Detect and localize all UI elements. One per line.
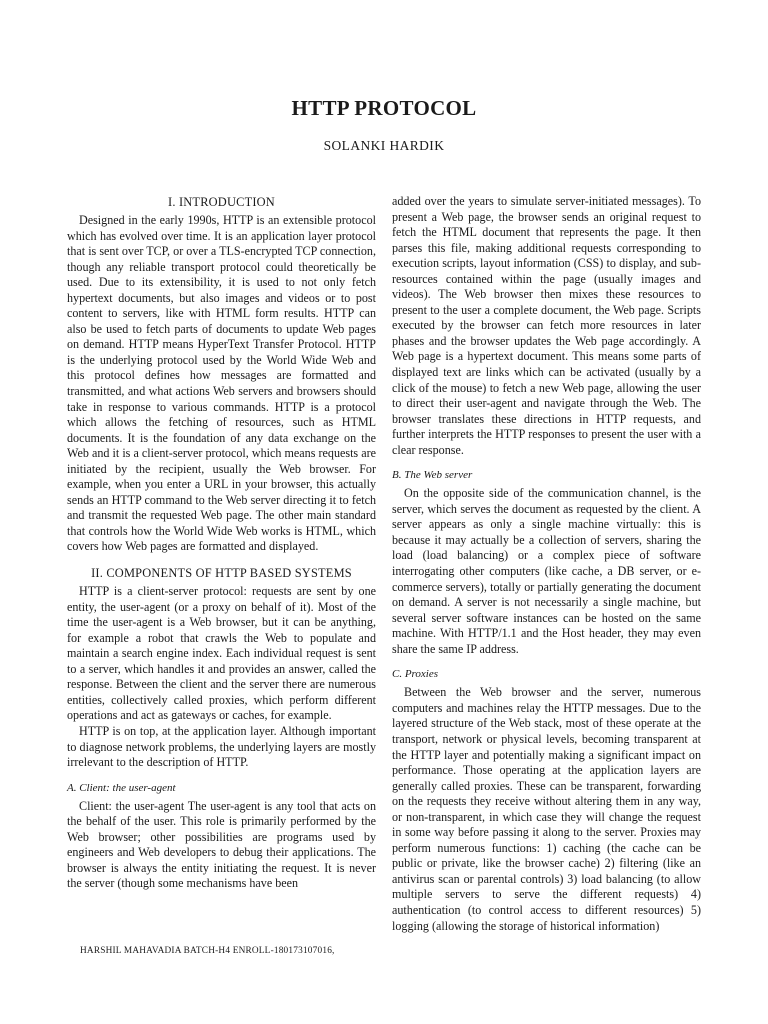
paragraph-introduction: Designed in the early 1990s, HTTP is an extensible protocol which has evolved over time. It is an application layer protocol that is sent over TCP, or over a TLS-encrypted TCP connection, though any reliable transport protocol could theoretically be used. Due to its extensibility, it is used to not only fetch hypertext documents, but also images and videos or to post content to servers, like with HTML form results. HTTP can also be used to fetch parts of documents to update Web pages on demand. HTTP means HyperText Transfer Protocol. HTTP is the underlying protocol used by the World Wide Web and this protocol defines how messages are formatted and transmitted, and what actions Web servers and browsers should take in response to various commands. HTTP is a protocol which allows the fetching of resources, such as HTML documents. It is the foundation of any data exchange on the Web and it is a client-server protocol, which means requests are initiated by the recipient, usually the Web browser. For example, when you enter a URL in your browser, this actually sends an HTTP command to the Web server directing it to fetch and transmit the requested Web page. The other main standard that controls how the World Wide Web works is HTML, which covers how Web pages are formatted and displayed. <box>67 213 376 554</box>
subsection-heading-web-server: B. The Web server <box>392 469 473 482</box>
paragraph-components-1: HTTP is a client-server protocol: requests are sent by one entity, the user-agent (or a proxy on behalf of it). Most of the time the user-agent is a Web browser, but it can be anything, for example a robot that crawls the Web to populate and maintain a search engine index. Each individual request is sent to a server, which handles it and provides an answer, called the response. Between the client and the server there are numerous entities, collectively called proxies, which perform different operations and act as gateways or caches, for example. <box>67 584 376 723</box>
paper-author: SOLANKI HARDIK <box>323 138 445 153</box>
paragraph-proxies: Between the Web browser and the server, numerous computers and machines relay the HTTP messages. Due to the layered structure of the Web stack, most of these operate at the transport, network or physical levels, becoming transparent at the HTTP layer and potentially making a significant impact on performance. Those operating at the application layers are generally called proxies. These can be transparent, forwarding on the requests they receive without altering them in any way, or non-transparent, in which case they will change the request in some way before passing it along to the server. Proxies may perform numerous functions: 1) caching (the cache can be public or private, like the browser cache) 2) filtering (like an antivirus scan or parental controls) 3) load balancing (to allow multiple servers to serve the different requests) 4) authentication (to control access to different resources) 5) logging (allowing the storage of historical information) <box>392 685 701 933</box>
subsection-heading-proxies: C. Proxies <box>392 668 439 681</box>
page-footer: HARSHIL MAHAVADIA BATCH-H4 ENROLL-180173107016, <box>80 946 335 956</box>
left-column <box>67 194 376 892</box>
section-heading-introduction: I. INTRODUCTION <box>168 195 275 209</box>
paper-title: HTTP PROTOCOL <box>291 96 477 120</box>
right-column <box>392 194 701 934</box>
paragraph-client: Client: the user-agent The user-agent is any tool that acts on the behalf of the user. This role is primarily performed by the Web browser; other possibilities are programs used by engineers and Web developers to debug their applications. The browser is always the entity initiating the request. It is never the server (though some mechanisms have been <box>67 798 376 891</box>
paragraph-client-continued: added over the years to simulate server-initiated messages). To present a Web page, the browser sends an original request to fetch the HTML document that represents the page. It then parses this file, making additional requests corresponding to execution scripts, layout information (CSS) to display, and sub-resources contained within the page (usually images and videos). The Web browser then mixes these resources to present to the user a complete document, the Web page. Scripts executed by the browser can fetch more resources in later phases and the browser updates the Web page accordingly. A Web page is a hypertext document. This means some parts of displayed text are links which can be activated (usually by a click of the mouse) to fetch a new Web page, allowing the user to direct their user-agent and navigate through the Web. The browser translates these directions in HTTP requests, and further interprets the HTTP responses to present the user with a clear response. <box>392 194 701 457</box>
paragraph-web-server: On the opposite side of the communication channel, is the server, which serves the document as requested by the client. A server appears as only a single machine virtually: this is because it may actually be a collection of servers, sharing the load (load balancing) or a complex piece of software interrogating other computers (like cache, a DB server, or e-commerce servers), totally or partially generating the document on demand. A server is not necessarily a single machine, but several server software instances can be hosted on the same machine. With HTTP/1.1 and the Host header, they may even share the same IP address. <box>392 486 701 656</box>
paragraph-components-2: HTTP is on top, at the application layer. Although important to diagnose network problems, the underlying layers are mostly irrelevant to the description of HTTP. <box>67 723 376 770</box>
subsection-heading-client: A. Client: the user-agent <box>67 781 176 794</box>
section-heading-components: II. COMPONENTS OF HTTP BASED SYSTEMS <box>91 566 352 581</box>
